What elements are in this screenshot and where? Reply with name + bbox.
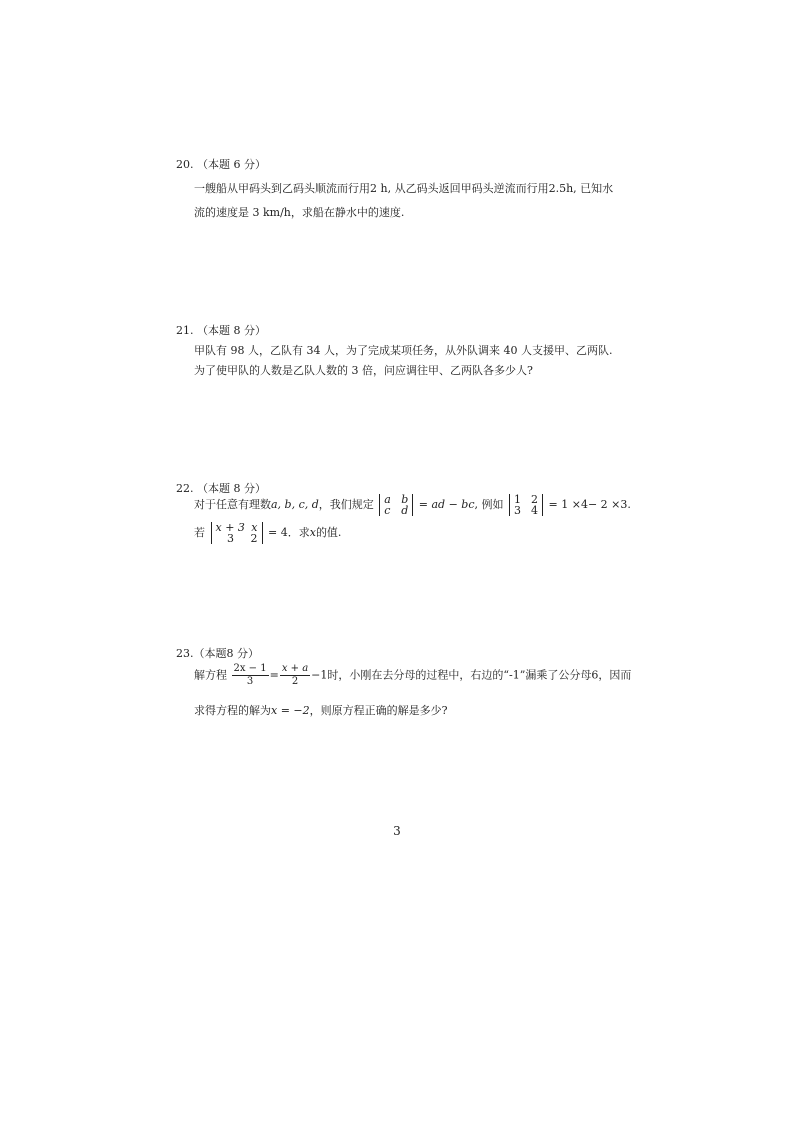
det-cell: x: [251, 521, 258, 534]
det-cell: 3: [514, 504, 522, 517]
problem-21-line-1: 甲队有 98 人，乙队有 34 人，为了完成某项任务，从外队调来 40 人支援甲、乙两队.: [194, 344, 613, 357]
problem-23-header: 23.（本题8 分）: [176, 647, 259, 660]
det-cell: 4: [531, 504, 539, 517]
det-cell: d: [401, 504, 409, 517]
det-cell: 3: [227, 532, 234, 545]
problem-22-mid: ，我们规定: [318, 498, 374, 511]
problem-23-line-1: [194, 663, 631, 688]
fraction-left-denominator: 3: [246, 676, 254, 687]
example-prefix: , 例如: [474, 498, 504, 511]
determinant-formula: = ad − bc: [418, 498, 475, 511]
problem-23-line-2-prefix: 求得方程的解为: [194, 704, 271, 717]
det-cell: b: [401, 493, 409, 506]
det-cell: x + 3: [215, 521, 245, 534]
problem-23-line-2: [194, 702, 448, 718]
fraction-left-numerator: 2x − 1: [233, 663, 267, 674]
problem-23-suffix: −1时，小刚在去分母的过程中，右边的“-1”漏乘了公分母6，因而: [311, 668, 632, 682]
problem-22-line-2: [194, 522, 341, 544]
determinant-example: [509, 494, 543, 516]
fraction-left: [232, 663, 269, 688]
det-cell: 1: [514, 493, 522, 506]
problem-22-var: x: [309, 526, 316, 539]
determinant-definition: [379, 494, 413, 516]
problem-22-line-1: [194, 494, 631, 516]
fraction-right: [280, 663, 310, 688]
problem-20-header: 20. （本题 6 分）: [176, 158, 266, 171]
problem-21-header: 21. （本题 8 分）: [176, 324, 266, 337]
fraction-right-numerator: x + a: [281, 663, 309, 674]
det-cell: 2: [531, 493, 539, 506]
problem-22-prefix: 对于任意有理数: [194, 498, 271, 511]
problem-22-eq: = 4．求: [268, 526, 310, 539]
det-cell: c: [384, 504, 391, 517]
wrong-solution: x = −2: [271, 704, 310, 717]
problem-22-if: 若: [194, 526, 205, 539]
determinant-question: [211, 522, 263, 544]
equals-sign: =: [269, 668, 279, 682]
problem-22-vars: a, b, c, d: [271, 498, 319, 511]
example-result: = 1 ×4− 2 ×3.: [548, 498, 631, 511]
problem-22-header: 22. （本题 8 分）: [176, 482, 266, 495]
problem-21-line-2: 为了使甲队的人数是乙队人数的 3 倍，问应调往甲、乙两队各多少人?: [194, 364, 533, 377]
problem-23-line-2-suffix: ，则原方程正确的解是多少?: [309, 704, 448, 717]
problem-23-prefix: 解方程: [194, 668, 227, 682]
det-cell: a: [384, 493, 391, 506]
fraction-right-denominator: 2: [291, 676, 299, 687]
problem-20-line-1: 一艘船从甲码头到乙码头顺流而行用2 h, 从乙码头返回甲码头逆流而行用2.5h, 已知水: [194, 182, 614, 195]
det-cell: 2: [250, 532, 258, 545]
problem-22-suffix: 的值.: [315, 526, 342, 539]
problem-20-line-2: 流的速度是 3 km/h，求船在静水中的速度.: [194, 206, 405, 219]
page-number: 3: [393, 824, 401, 838]
